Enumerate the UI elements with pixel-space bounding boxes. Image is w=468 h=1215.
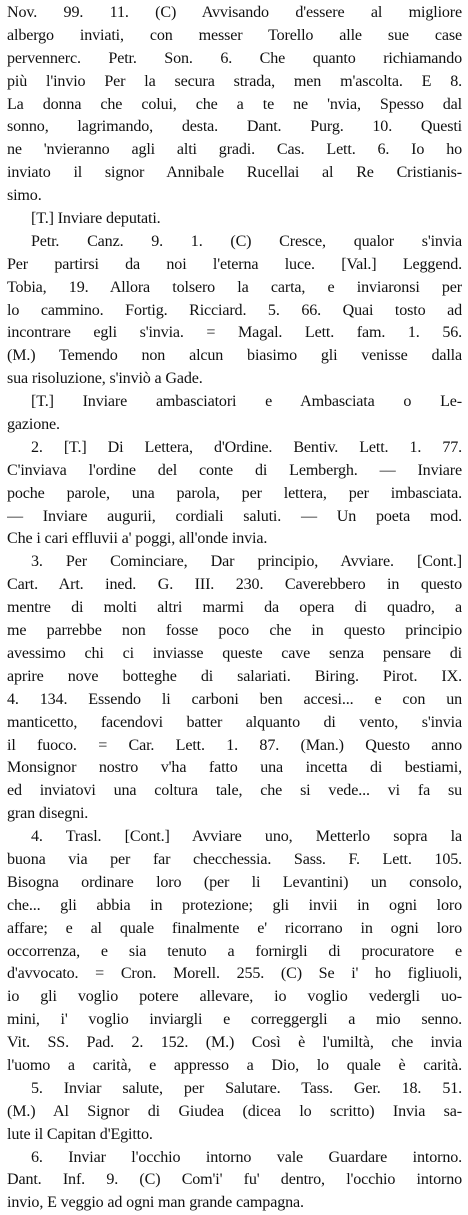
text-line: Bisogna ordinare loro (per li Levantini) un consolo, [7,873,462,891]
text-line: (M.) Temendo non alcun biasimo gli venisse dalla [7,347,462,365]
text-line: gran disegni. [7,805,89,823]
text-line: [T.] Inviare deputati. [31,210,161,228]
text-line: 3. Per Cominciare, Dar principio, Avviare. [Cont.] [31,553,462,571]
text-line: avessimo chi ci inviasse queste cave senza pensare di [7,644,462,662]
text-line: ne 'nvieranno agli alti gradi. Cas. Lett. 6. Io ho [7,141,462,159]
text-line: Tobia, 19. Allora tolsero la carta, e inviaronsi per [7,278,462,296]
text-line: — Inviare augurii, cordiali saluti. — Un poeta mod. [7,507,462,525]
text-line: [T.] Inviare ambasciatori e Ambasciata o Le- [31,393,462,411]
text-line: buona via per far checchessia. Sass. F. Lett. 105. [7,850,462,868]
text-line: 6. Inviar l'occhio intorno vale Guardare intorno. [31,1148,462,1166]
text-line: Cart. Art. ined. G. III. 230. Caverebbero in questo [7,576,462,594]
text-line: io gli voglio potere allevare, io voglio vedergli uo- [7,988,462,1006]
text-line: ed inviatovi una coltura tale, che si vede... vi fa su [7,782,462,800]
text-line: Che i cari effluvii a' poggi, all'onde invia. [7,530,268,548]
text-line: mentre di molti altri marmi da opera di quadro, a [7,599,462,617]
text-line: 4. 134. Essendo li carboni ben accesi... e con un [7,690,462,708]
text-line: il fuoco. = Car. Lett. 1. 87. (Man.) Questo anno [7,736,462,754]
text-line: Dant. Inf. 9. (C) Com'i' fu' dentro, l'occhio intorno [7,1171,462,1189]
text-line: Per partirsi da noi l'eterna luce. [Val.] Leggend. [7,255,462,273]
text-line: Nov. 99. 11. (C) Avvisando d'essere al migliore [7,4,462,21]
text-line: La donna che colui, che a te ne 'nvia, Spesso dal [7,95,462,113]
text-line: affare; e al quale finalmente e' ricorrano in ogni loro [7,919,462,937]
text-line: l'uomo a carità, e appresso a Dio, lo quale è carità. [7,1056,462,1074]
text-line: Petr. Canz. 9. 1. (C) Cresce, qualor s'invia [31,232,462,250]
text-line: invio, E veggio ad ogni man grande campagna. [7,1194,304,1212]
text-line: mini, i' voglio inviargli e correggergli a mio senno. [7,1011,462,1029]
text-line: me parrebbe non fosse poco che in questo principio [7,622,462,640]
text-line: più l'invio Per la secura strada, men m'ascolta. E 8. [7,72,462,90]
text-line: gazione. [7,416,60,434]
text-line: incontrare egli s'invia. = Magal. Lett. fam. 1. 56. [7,324,462,342]
text-line: d'avvocato. = Cron. Morell. 255. (C) Se i' ho figliuoli, [7,965,462,983]
text-column [7,2,462,1215]
text-line: Monsignor nostro v'ha fatto una incetta di bestiami, [7,759,462,777]
text-line: Vit. SS. Pad. 2. 152. (M.) Così è l'umiltà, che invia [7,1034,462,1052]
text-line: che... gli abbia in protezione; gli invii in ogni loro [7,896,462,914]
text-line: 2. [T.] Di Lettera, d'Ordine. Bentiv. Lett. 1. 77. [31,438,462,456]
text-line: lute il Capitan d'Egitto. [7,1125,153,1143]
text-line: inviato il signor Annibale Rucellai al Re Cristianis- [7,164,462,182]
text-line: 4. Trasl. [Cont.] Avviare uno, Metterlo sopra la [31,828,462,846]
text-line: lo cammino. Fortig. Ricciard. 5. 66. Quai tosto ad [7,301,462,319]
text-line: C'inviava l'ordine del conte di Lembergh. — Inviare [7,461,462,479]
text-line: albergo inviati, con messer Torello alle sue case [7,26,462,44]
text-line: sua risoluzione, s'inviò a Gade. [7,370,203,388]
text-line: aprire nove botteghe di salariati. Biring. Pirot. IX. [7,667,462,685]
text-line: occorrenza, e sia tenuto a fornirgli di procuratore e [7,942,462,960]
text-line: sonno, lagrimando, desta. Dant. Purg. 10. Questi [7,118,462,136]
text-line: (M.) Al Signor di Giudea (dicea lo scritto) Invia sa- [7,1102,462,1120]
text-line: manticetto, facendovi batter alquanto di vento, s'invia [7,713,462,731]
text-line: 5. Inviar salute, per Salutare. Tass. Ger. 18. 51. [31,1079,462,1097]
text-line: simo. [7,187,42,205]
text-line: poche parole, una parola, per lettera, per imbasciata. [7,484,462,502]
text-line: pervennerc. Petr. Son. 6. Che quanto richiamando [7,49,462,67]
